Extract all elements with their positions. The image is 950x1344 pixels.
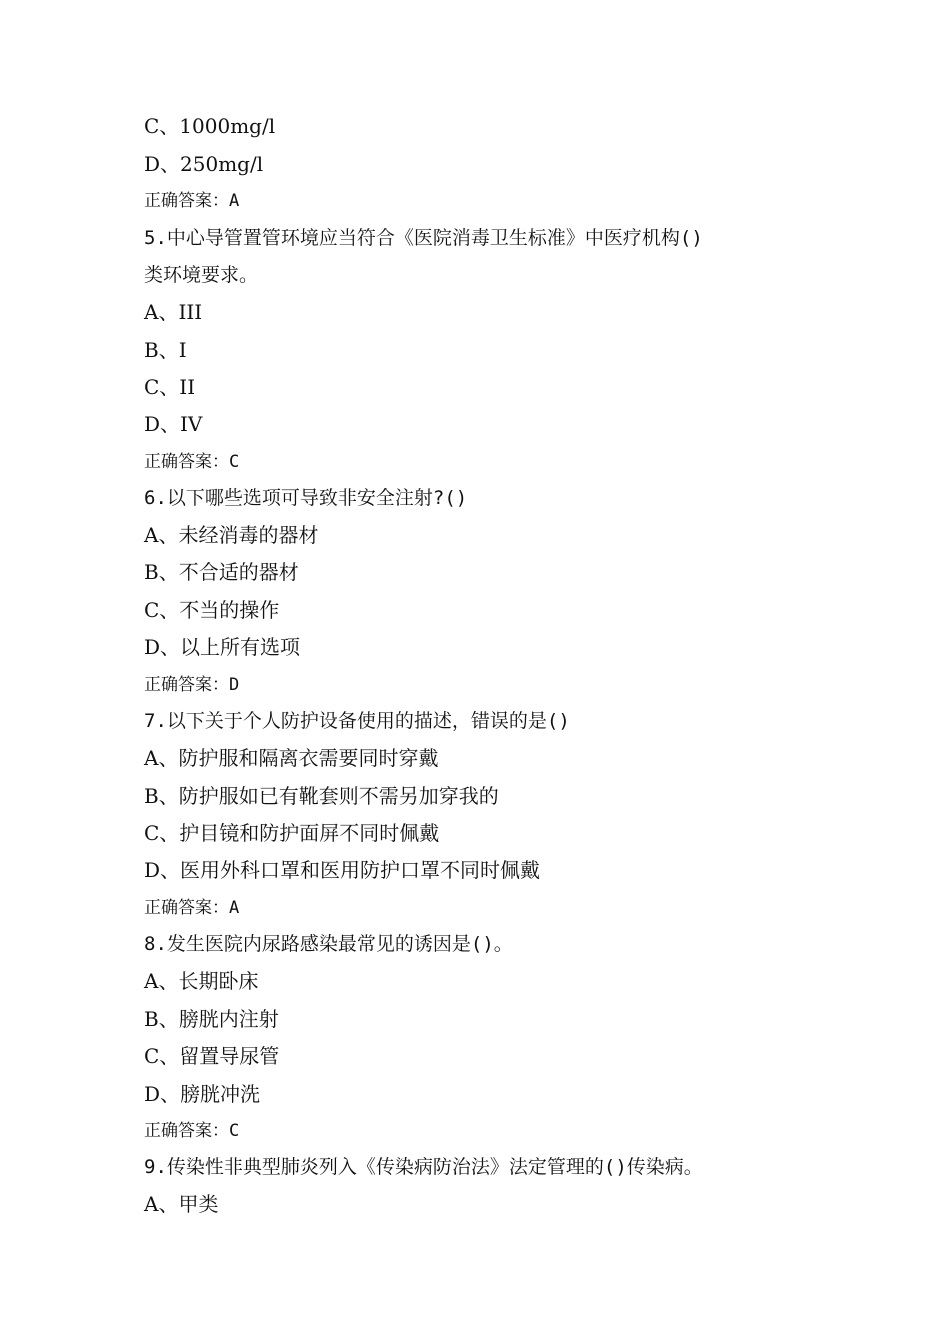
option-line: A、III (144, 300, 203, 324)
option-line: B、膀胱内注射 (144, 1007, 279, 1031)
question-line: 类环境要求。 (144, 264, 259, 286)
question-line: 8.发生医院内尿路感染最常见的诱因是()。 (144, 933, 513, 955)
option-line: A、甲类 (144, 1192, 219, 1216)
option-line: C、II (144, 375, 196, 399)
option-line: D、膀胱冲洗 (144, 1082, 261, 1106)
option-line: A、未经消毒的器材 (144, 523, 319, 547)
option-line: C、1000mg/l (144, 114, 276, 138)
question-line: 9.传染性非典型肺炎列入《传染病防治法》法定管理的()传染病。 (144, 1156, 703, 1178)
answer-line: 正确答案：C (144, 452, 240, 472)
option-line: B、防护服如已有靴套则不需另加穿我的 (144, 784, 499, 808)
option-line: A、防护服和隔离衣需要同时穿戴 (144, 746, 439, 770)
question-line: 7.以下关于个人防护设备使用的描述，错误的是() (144, 710, 570, 732)
answer-line: 正确答案：A (144, 898, 240, 918)
option-line: C、留置导尿管 (144, 1044, 280, 1068)
answer-line: 正确答案：C (144, 1121, 240, 1141)
option-line: B、不合适的器材 (144, 560, 299, 584)
answer-line: 正确答案：D (144, 675, 240, 695)
option-line: B、I (144, 338, 187, 362)
option-line: D、250mg/l (144, 152, 264, 176)
option-line: C、不当的操作 (144, 598, 280, 622)
question-line: 6.以下哪些选项可导致非安全注射?() (144, 487, 468, 509)
option-line: A、长期卧床 (144, 969, 259, 993)
option-line: C、护目镜和防护面屏不同时佩戴 (144, 821, 440, 845)
question-line: 5.中心导管置管环境应当符合《医院消毒卫生标准》中医疗机构() (144, 227, 703, 249)
option-line: D、IV (144, 412, 203, 436)
option-line: D、医用外科口罩和医用防护口罩不同时佩戴 (144, 858, 541, 882)
answer-line: 正确答案：A (144, 191, 240, 211)
option-line: D、以上所有选项 (144, 635, 301, 659)
